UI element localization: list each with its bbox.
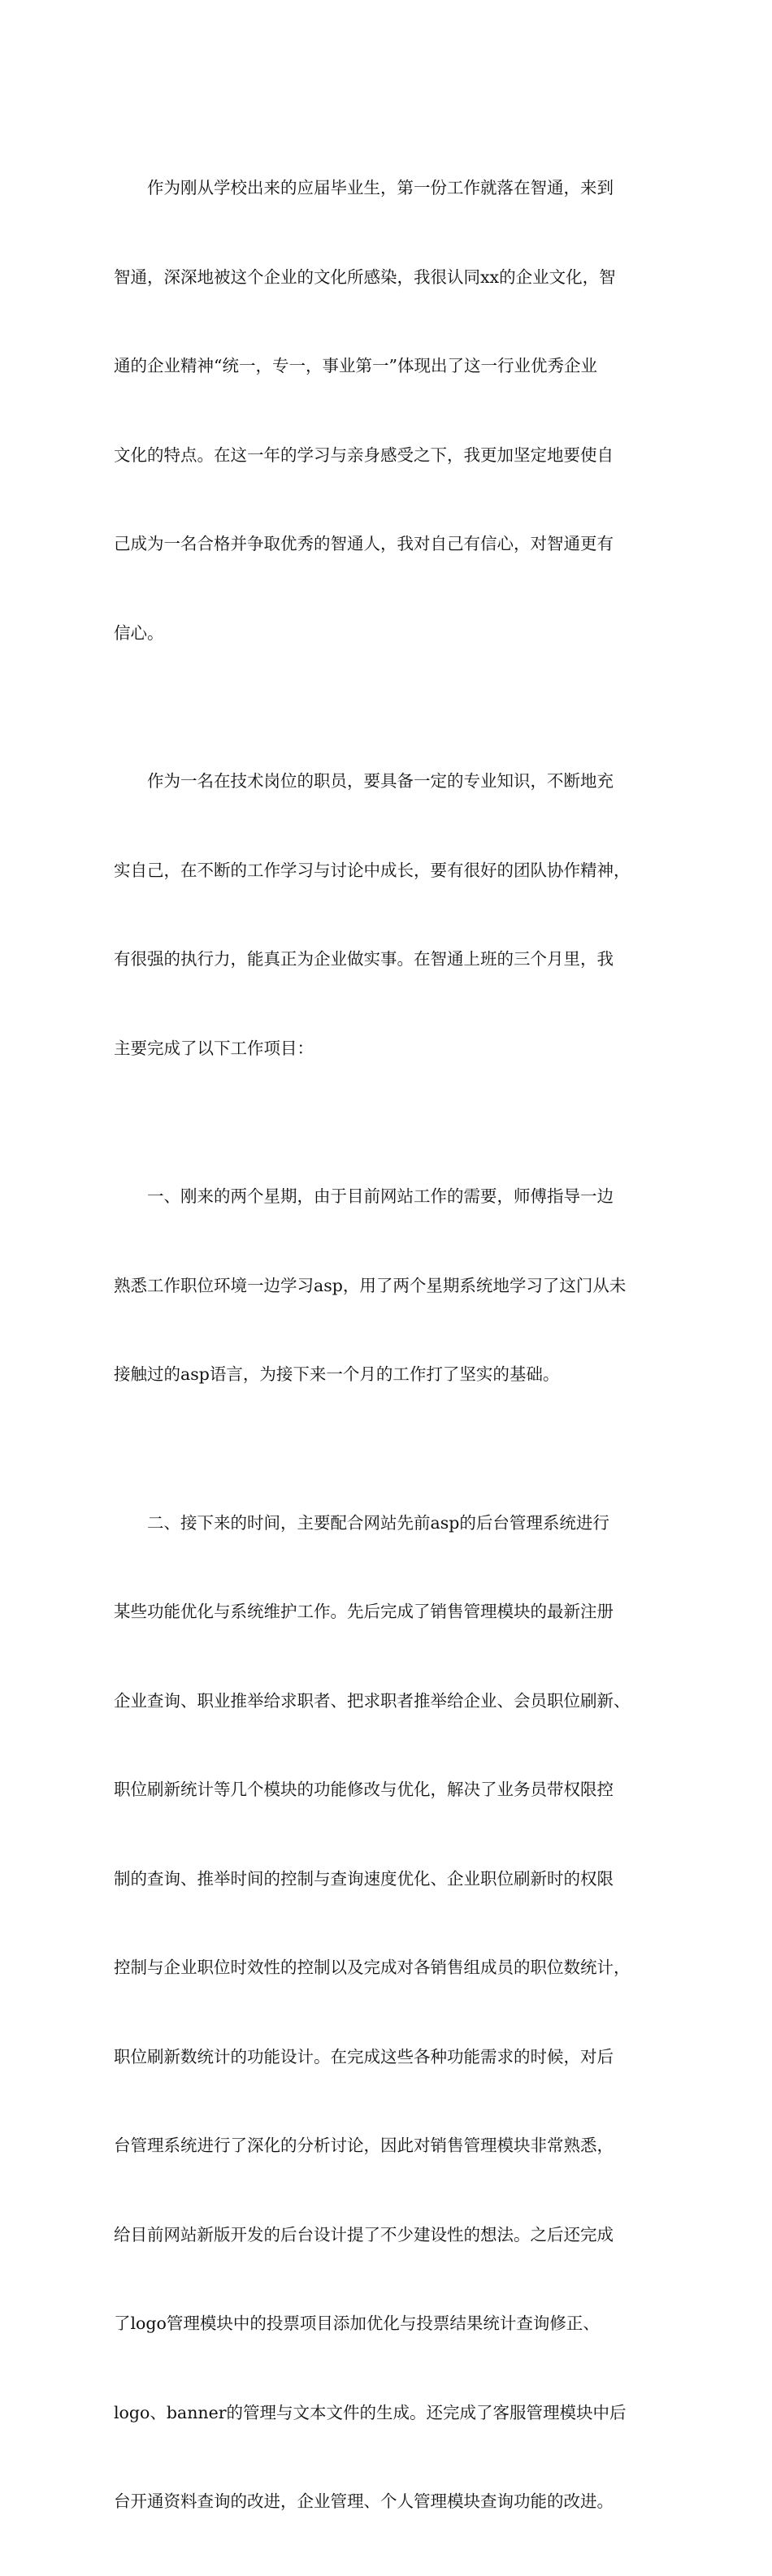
document-body [114, 114, 662, 2576]
text-line: 一、刚来的两个星期，由于目前网站工作的需要，师傅指导一边 [147, 1186, 614, 1206]
text-line: 给目前网站新版开发的后台设计提了不少建设性的想法。之后还完成 [114, 2224, 614, 2244]
paragraph-3 [114, 1122, 662, 1449]
text-line: 作为刚从学校出来的应届毕业生，第一份工作就落在智通，来到 [147, 178, 614, 197]
text-line: 有很强的执行力，能真正为企业做实事。在智通上班的三个月里，我 [114, 949, 614, 969]
text-line: 台管理系统进行了深化的分析讨论，因此对销售管理模块非常熟悉， [114, 2136, 614, 2155]
paragraph-2 [114, 707, 662, 1122]
text-line: 作为一名在技术岗位的职员，要具备一定的专业知识，不断地充 [147, 771, 614, 791]
text-line: 主要完成了以下工作项目： [114, 1038, 314, 1058]
text-line: 熟悉工作职位环境一边学习asp，用了两个星期系统地学习了这门从未 [114, 1275, 627, 1295]
text-line: 台开通资料查询的改进，企业管理、个人管理模块查询功能的改进。 [114, 2491, 614, 2511]
text-line: 接触过的asp语言，为接下来一个月的工作打了坚实的基础。 [114, 1364, 560, 1384]
paragraph-1 [114, 114, 662, 707]
text-line: 企业查询、职业推举给求职者、把求职者推举给企业、会员职位刷新、 [114, 1690, 631, 1711]
text-line: 实自己，在不断的工作学习与讨论中成长，要有很好的团队协作精神， [114, 860, 631, 880]
text-line: 职位刷新数统计的功能设计。在完成这些各种功能需求的时候，对后 [114, 2046, 614, 2066]
text-line: 某些功能优化与系统维护工作。先后完成了销售管理模块的最新注册 [114, 1602, 614, 1621]
text-line: 控制与企业职位时效性的控制以及完成对各销售组成员的职位数统计， [114, 1958, 631, 1977]
text-line: 二、接下来的时间，主要配合网站先前asp的后台管理系统进行 [147, 1512, 609, 1533]
text-line: 通的企业精神“统一，专一，事业第一”体现出了这一行业优秀企业 [114, 356, 597, 375]
text-line: 制的查询、推举时间的控制与查询速度优化、企业职位刷新时的权限 [114, 1868, 614, 1889]
text-line: 己成为一名合格并争取优秀的智通人，我对自己有信心，对智通更有 [114, 534, 614, 553]
text-line: 文化的特点。在这一年的学习与亲身感受之下，我更加坚定地要使自 [114, 445, 614, 465]
text-line: 了logo管理模块中的投票项目添加优化与投票结果统计查询修正、 [114, 2314, 600, 2333]
text-line: 智通，深深地被这个企业的文化所感染，我很认同xx的企业文化，智 [114, 267, 616, 287]
text-line: 职位刷新统计等几个模块的功能修改与优化，解决了业务员带权限控 [114, 1780, 614, 1799]
text-line: 信心。 [114, 622, 164, 643]
text-line: logo、banner的管理与文本文件的生成。还完成了客服管理模块中后 [114, 2402, 627, 2422]
paragraph-4 [114, 1449, 662, 2576]
